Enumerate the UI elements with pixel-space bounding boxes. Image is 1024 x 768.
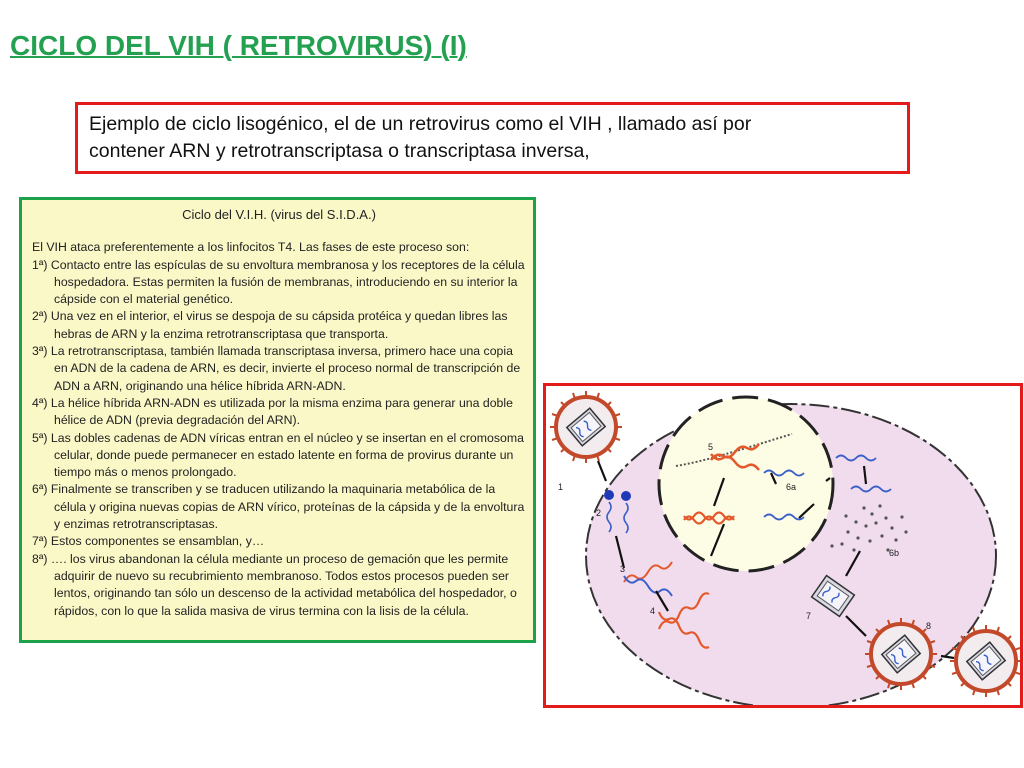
nucleus — [659, 397, 833, 571]
intro-box — [75, 102, 910, 174]
label-step-6b: 6b — [889, 548, 900, 558]
label-step-2: 2 — [596, 508, 602, 518]
step-7: 7ª) Estos componentes se ensamblan, y… — [32, 534, 265, 549]
step-1: 1ª) Contacto entre las espículas de su envoltura membranosa y los receptores de la célula hospedadora. Estas permiten la fusión de membranas, introduciendo en su interior la cápside con el material genético. — [32, 257, 525, 307]
label-step-1: 1 — [558, 482, 564, 492]
label-step-4: 4 — [650, 606, 656, 616]
label-step-5: 5 — [708, 442, 714, 452]
step-2: 2ª) Una vez en el interior, el virus se despoja de su cápsida protéica y quedan libres las hebras de ARN y la enzima retrotranscriptasa que transporta. — [32, 309, 508, 341]
label-step-7: 7 — [806, 611, 812, 621]
step-3: 3ª) La retrotranscriptasa, también llamada transcriptasa inversa, primero hace una copia en ADN de la cadena de ARN, es decir, invierte el proceso normal de transcripción de ADN a ARN, originando una hélice híbrida ARN-ADN. — [32, 344, 521, 393]
virus-entering-icon — [550, 391, 622, 463]
step-5: 5ª) Las dobles cadenas de ADN víricas entran en el núcleo y se insertan en el cromosoma celular, donde puede permanecer en estado latente en forma de provirus durante un tiempo más o menos prolongado. — [32, 430, 524, 480]
diagram-svg — [546, 386, 1020, 705]
panel-intro: El VIH ataca preferentemente a los linfocitos T4. Las fases de este proceso son: — [32, 240, 470, 255]
label-step-8: 8 — [926, 621, 932, 631]
label-step-6a: 6a — [786, 482, 797, 492]
panel-heading: Ciclo del V.I.H. (virus del S.I.D.A.) — [182, 207, 376, 222]
hiv-cycle-text-panel — [19, 197, 536, 643]
page-title: CICLO DEL VIH ( RETROVIRUS) (I) — [10, 30, 467, 61]
intro-line-1: Ejemplo de ciclo lisogénico, el de un retrovirus como el VIH , llamado así por — [89, 113, 752, 135]
hiv-cycle-diagram — [543, 383, 1023, 708]
step-6: 6ª) Finalmente se transcriben y se traducen utilizando la maquinaria metabólica de la célula y origina nuevas copias de ARN vírico, proteínas de la cápsida y de la envoltura y enzimas retrotranscriptasas. — [32, 482, 525, 532]
step-4: 4ª) La hélice híbrida ARN-ADN es utilizada por la misma enzima para generar una doble hélice de ADN (previa degradación del ARN). — [32, 395, 513, 428]
intro-line-2: contener ARN y retrotranscriptasa o transcriptasa inversa, — [89, 140, 590, 162]
label-step-3: 3 — [620, 564, 626, 574]
step-8: 8ª) …. los virus abandonan la célula mediante un proceso de gemación que les permite adquirir de nuevo su recubrimiento membranoso. Todos estos procesos pueden ser lentos, originando tan sólo un descenso de la actividad metabólica del hospedador, o rápidos, con lo que la salida masiva de virus termina con la lisis de la célula. — [32, 551, 517, 618]
